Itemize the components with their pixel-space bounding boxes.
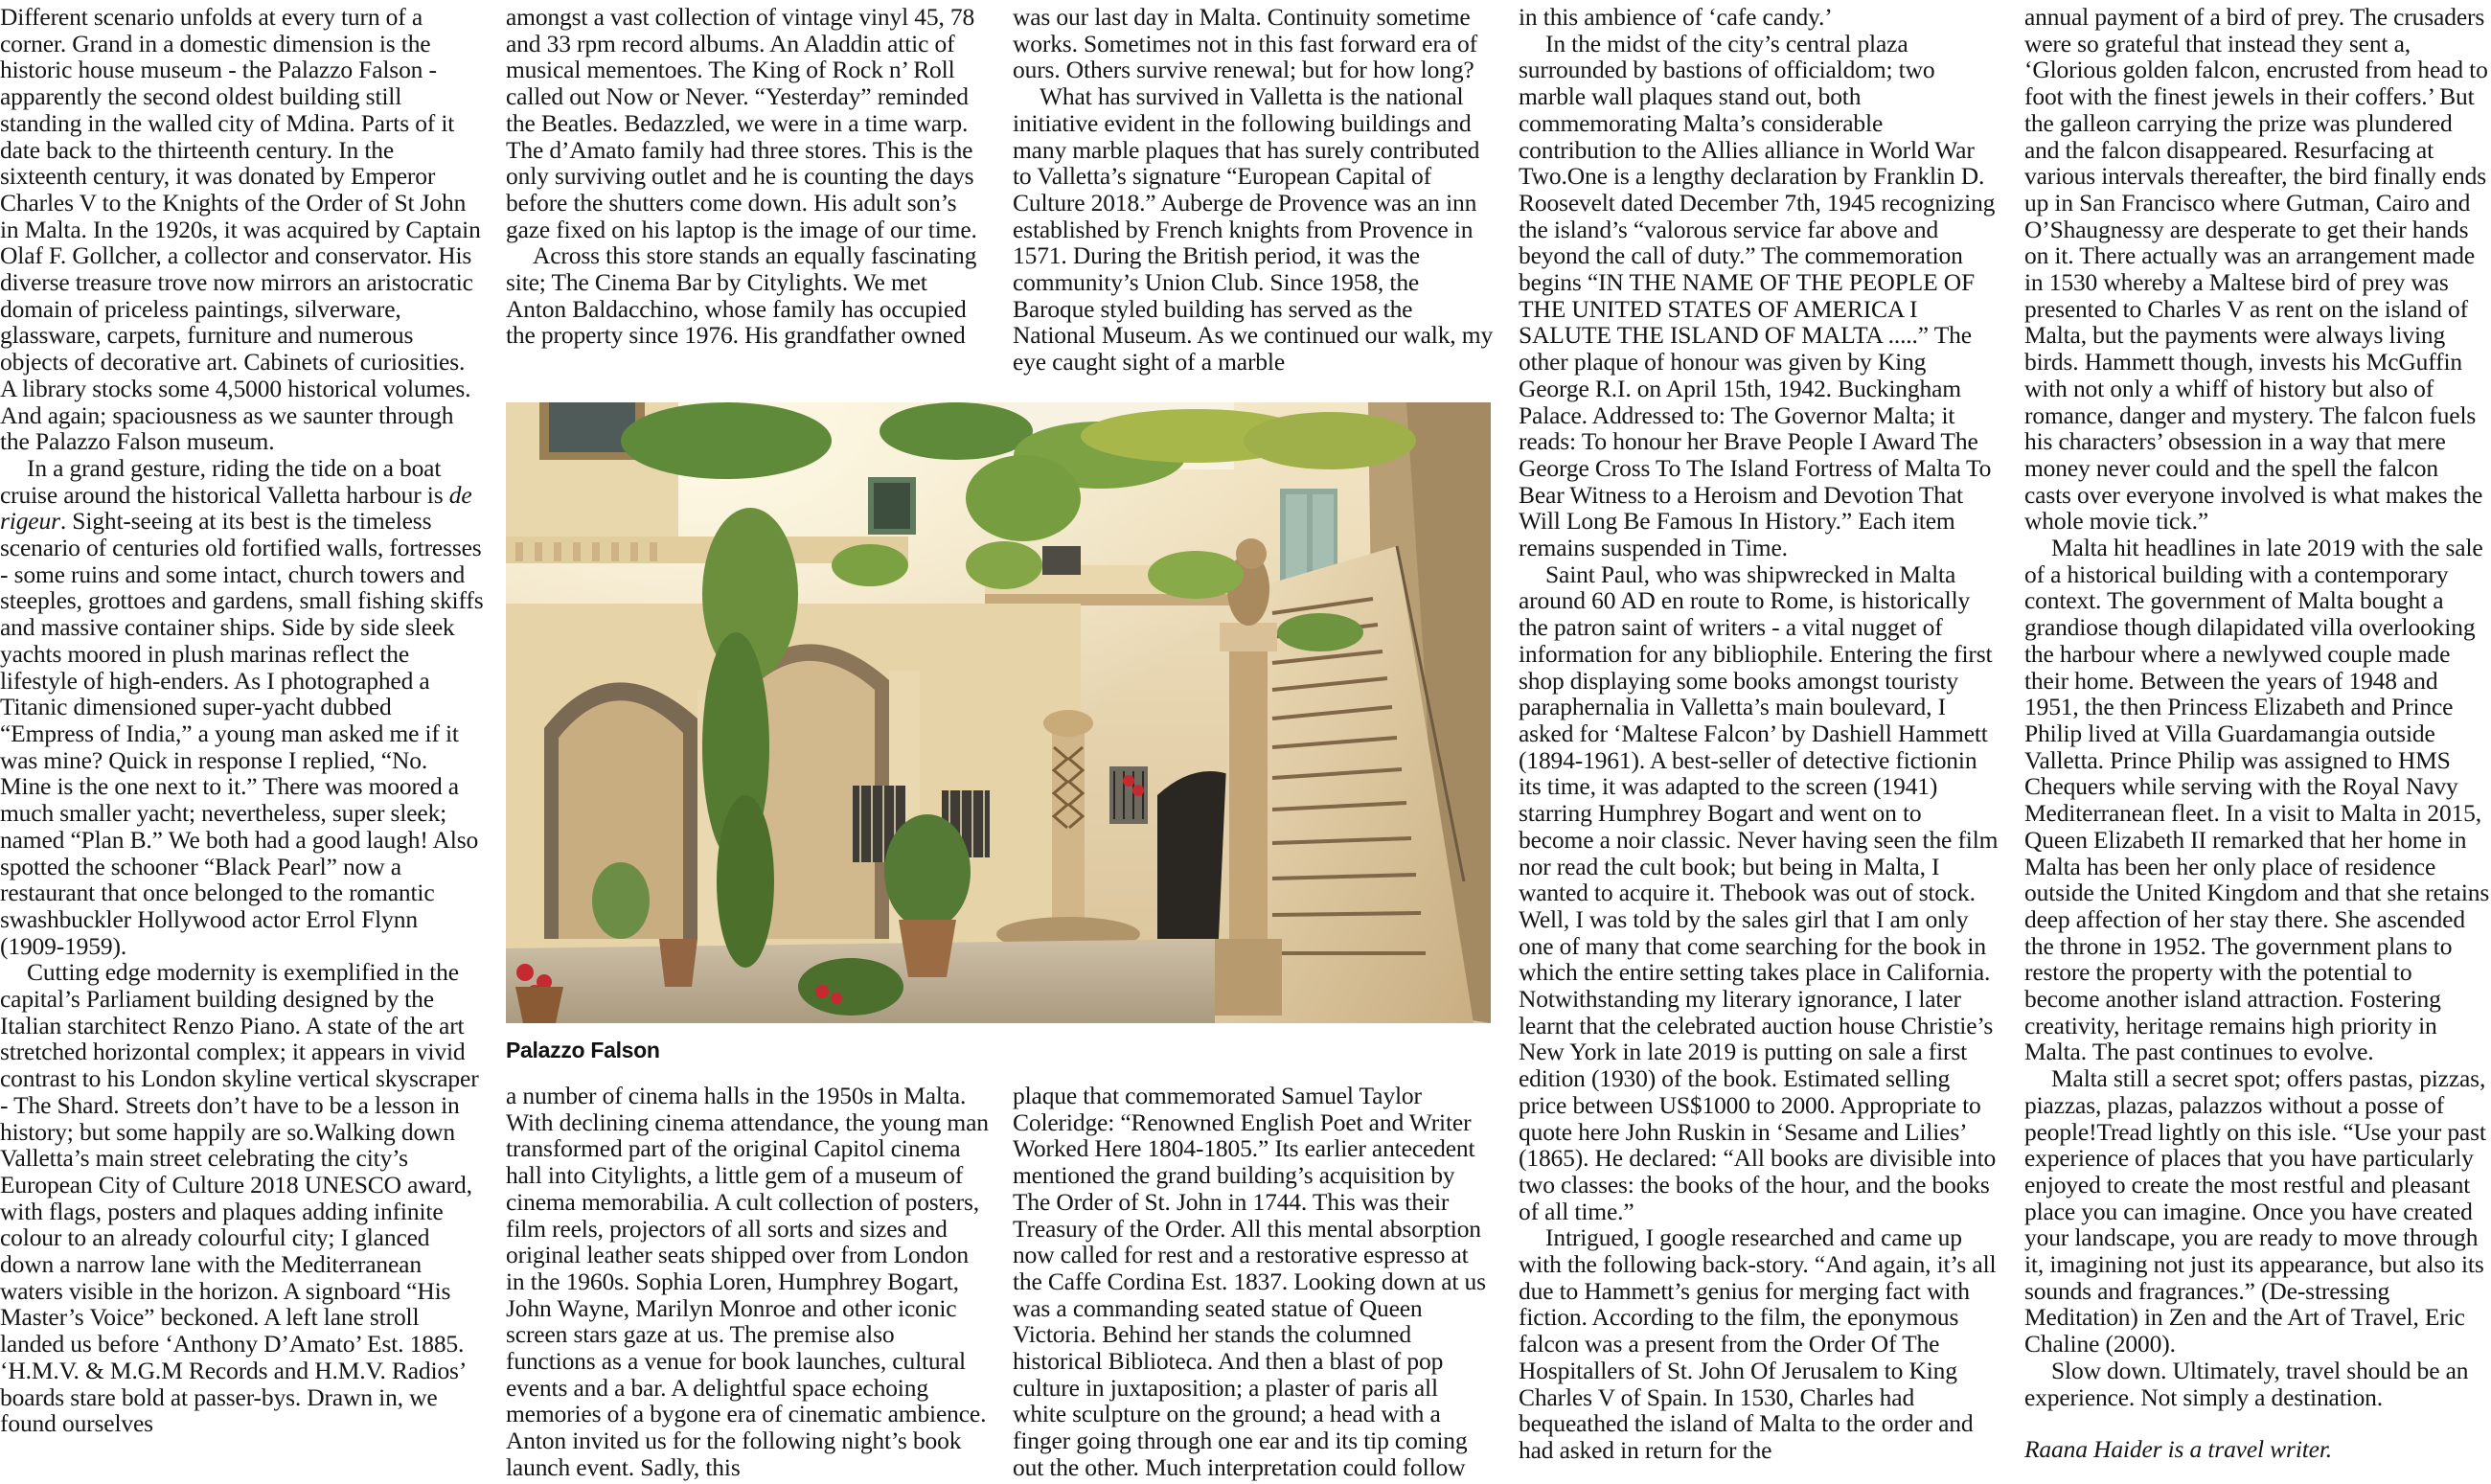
paragraph: Malta hit headlines in late 2019 with the sale of a historical building with a contemporary context. The government of Malta bought a grandiose though dilapidated villa overlooking the harbour where a newlywed couple made their home. Between the years of 1948 and 1951, the then Princess Elizabeth and Prince Philip lived at Villa Guardamangia outside Valletta. Prince Philip was assigned to HMS Chequers while serving with the Royal Navy Mediterranean fleet. In a visit to Malta in 2015, Queen Elizabeth II remarked that her home in Malta has been her only place of residence outside the United Kingdom and that she retains deep affection of her stay there. She ascended the throne in 1952. The government plans to restore the property with the potential to become another island attraction. Fostering creativity, heritage remains high priority in Malta. The past continues to evolve. [2024, 534, 2490, 1066]
paragraph: in this ambience of ‘cafe candy.’ [1519, 4, 1833, 31]
photo-caption: Palazzo Falson [506, 1038, 660, 1062]
paragraph: annual payment of a bird of prey. The crusaders were so grateful that instead they sent a, ‘Glorious golden falcon, encrusted from head to foot with the finest jewels in their coffers.’ But the galleon carrying the prize was plundered and the falcon disappeared. Resurfacing at various intervals thereafter, the bird finally ends up in San Francisco where Gutman, Cairo and O’Shaugnessy are desperate to get their hands on it. There actually was an arrangement made in 1530 whereby a Maltese bird of prey was presented to Charles V as rent on the island of Malta, but the payments were always living birds. Hammett though, invests his McGuffin with not only a whiff of history but also of romance, danger and mystery. The falcon fuels his characters’ obsession in a way that mere money never could and the spell the falcon casts over everyone involved is what makes the whole movie tick.” [2024, 4, 2488, 536]
paragraph: Slow down. Ultimately, travel should be an experience. Not simply a destination. [2024, 1356, 2469, 1411]
courtyard-photo [506, 402, 1491, 1023]
paragraph: was our last day in Malta. Continuity sometime works. Sometimes not in this fast forward era of ours. Others survive renewal; but for how long? [1013, 4, 1477, 84]
paragraph: Malta still a secret spot; offers pastas, pizzas, piazzas, plazas, palazzos without a posse of people!Tread lightly on this isle. “Use your past experience of places that you have particularly enjoyed to create the most restful and pleasant place you can imagine. Once you have created your landscape, you are ready to move through it, imagining not just its appearance, but also its sounds and fragrances.” (De-stressing Meditation) in Zen and the Art of Travel, Eric Chaline (2000). [2024, 1064, 2486, 1358]
article-column-4 [1519, 4, 2002, 1484]
column-segment-bottom [506, 1083, 990, 1481]
column-segment-bottom [1013, 1083, 1497, 1481]
paragraph: Cutting edge modernity is exemplified in the capital’s Parliament building designed by the Italian starchitect Renzo Piano. A state of the art stretched horizontal complex; it appears in vivid contrast to his London skyline vertical skyscraper - The Shard. Streets don’t have to be a lesson in history; but some happily are so.Walking down Valletta’s main street celebrating the city’s European City of Culture 2018 UNESCO award, with flags, posters and plaques adding infinite colour to an already colourful city; I glanced down a narrow lane with the Mediterranean waters visible in the horizon. A signboard “His Master’s Voice” beckoned. A left lane stroll landed us before ‘Anthony D’Amato’ Est. 1885. ‘H.M.V. & M.G.M Records and H.M.V. Radios’ boards stare bold at passer-bys. Drawn in, we found ourselves [0, 958, 479, 1438]
author-byline: Raana Haider is a travel writer. [2024, 1435, 2333, 1464]
paragraph: a number of cinema halls in the 1950s in Malta. With declining cinema attendance, the young man transformed part of the original Capitol cinema hall into Citylights, a little gem of a museum of cinema memorabilia. A cult collection of posters, film reels, projectors of all sorts and sizes and original leather seats shipped over from London in the 1960s. Sophia Loren, Humphrey Bogart, John Wayne, Marilyn Monroe and other iconic screen stars gaze at us. The premise also functions as a venue for book launches, cultural events and a bar. A delightful space echoing memories of a bygone era of cinematic ambience. Anton invited us for the following night’s book launch event. Sadly, this [506, 1082, 989, 1481]
paragraph: Across this store stands an equally fascinating site; The Cinema Bar by Citylights. We met Anton Baldacchino, whose family has occupied the property since 1976. His grandfather owned [506, 241, 977, 350]
paragraph: In a grand gesture, riding the tide on a boat cruise around the historical Valletta harbour is de rigeur. Sight-seeing at its best is the timeless scenario of centuries old fortified walls, fortresses - some ruins and some intact, church towers and steeples, grottoes and gardens, small fishing skiffs and massive container ships. Side by side sleek yachts moored in plush marinas reflect the lifestyle of high-enders. As I photographed a Titanic dimensioned super-yacht dubbed “Empress of India,” a young man asked me if it was mine? Quick in response I replied, “No. Mine is the one next to it.” There was moored a much smaller yacht; nevertheless, super sleek; named “Plan B.” We both had a good laugh! Also spotted the schooner “Black Pearl” now a restaurant that once belonged to the romantic swashbuckler Hollywood actor Errol Flynn (1909-1959). [0, 453, 484, 960]
paragraph: What has survived in Valletta is the national initiative evident in the following buildings and many marble plaques that has surely contributed to Valletta’s signature “European Capital of Culture 2018.” Auberge de Provence was an inn established by French knights from Provence in 1571. During the British period, it was the community’s Union Club. Since 1958, the Baroque styled building has served as the National Museum. As we continued our walk, my eye caught sight of a marble [1013, 82, 1494, 377]
article-column-5 [2024, 4, 2491, 1484]
paragraph: plaque that commemorated Samuel Taylor Coleridge: “Renowned English Poet and Writer Worked Here 1804-1805.” Its earlier antecedent mentioned the grand building’s acquisition by The Order of St. John in 1744. This was their Treasury of the Order. All this mental absorption now called for rest and a restorative espresso at the Caffe Cordina Est. 1837. Looking down at us was a commanding seated statue of Queen Victoria. Behind her stands the columned historical Biblioteca. And then a blast of pop culture in juxtaposition; a plaster of paris all white sculpture on the ground; a head with a finger going through one ear and its tip coming out the other. Much interpretation could follow [1013, 1082, 1486, 1481]
paragraph: Saint Paul, who was shipwrecked in Malta around 60 AD en route to Rome, is historically the patron saint of writers - a vital nugget of information for any bibliophile. Entering the first shop displaying some books amongst touristy paraphernalia in Valletta’s main boulevard, I asked for ‘Maltese Falcon’ by Dashiell Hammett (1894-1961). A best-seller of detective fictionin its time, it was adapted to the screen (1941) starring Humphrey Bogart and went on to become a noir classic. Never having seen the film nor read the cult book; but being in Malta, I wanted to acquire it. Thebook was out of stock. Well, I was told by the sales girl that I am only one of many that come searching for the book in which the entire setting takes place in California. Notwithstanding my literary ignorance, I later learnt that the celebrated auction house Christie’s New York in late 2019 is putting on sale a first edition (1930) of the book. Estimated selling price between US$1000 to 2000. Appropriate to quote here John Ruskin in ‘Sesame and Lilies’ (1865). He declared: “All books are divisible into two classes: the books of the hour, and the books of all time.” [1519, 559, 1999, 1225]
italic-phrase: de rigeur [0, 480, 472, 536]
paragraph: amongst a vast collection of vintage vinyl 45, 78 and 33 rpm record albums. An Aladdin attic of musical mementoes. The King of Rock n’ Roll called out Now or Never. “Yesterday” reminded the Beatles. Bedazzled, we were in a time warp. The d’Amato family had three stores. This is the only surviving outlet and he is counting the days before the shutters come down. His adult son’s gaze fixed on his laptop is the image of our time. [506, 4, 977, 243]
column-segment-top [1013, 4, 1497, 376]
paragraph: In the midst of the city’s central plaza surrounded by bastions of officialdom; two marble wall plaques stand out, both commemorating Malta’s considerable contribution to the Allies alliance in World War Two.One is a lengthy declaration by Franklin D. Roosevelt dated December 7th, 1945 recognizing the island’s “valorous service far above and beyond the call of duty.” The commemoration begins “IN THE NAME OF THE PEOPLE OF THE UNITED STATES OF AMERICA I SALUTE THE ISLAND OF MALTA .....” The other plaque of honour was given by King George R.I. on April 15th, 1942. Buckingham Palace. Addressed to: The Governor Malta; it reads: To honour her Brave People I Award The George Cross To The Island Fortress of Malta To Bear Witness to a Heroism and Devotion That Will Long Be Famous In History.” Each item remains suspended in Time. [1519, 29, 1996, 562]
article-column-1 [0, 4, 484, 1484]
courtyard-illustration [506, 402, 1491, 1023]
column-segment-top [506, 4, 990, 349]
paragraph: Intrigued, I google researched and came up with the following back-story. “And again, it’s all due to Hammett’s genius for merging fact with fiction. According to the film, the eponymous falcon was a present from the Order Of The Hospitallers of St. John Of Jerusalem to King Charles V of Spain. In 1530, Charles had bequeathed the island of Malta to the order and had asked in return for the [1519, 1223, 1997, 1464]
paragraph: Different scenario unfolds at every turn of a corner. Grand in a domestic dimension is the historic house museum - the Palazzo Falson - apparently the second oldest building still standing in the walled city of Mdina. Parts of it date back to the thirteenth century. In the sixteenth century, it was donated by Emperor Charles V to the Knights of the Order of St John in Malta. In the 1920s, it was acquired by Captain Olaf F. Gollcher, a collector and conservator. His diverse treasure trove now mirrors an aristocratic domain of priceless paintings, silverware, glassware, carpets, furniture and numerous objects of decorative art. Cabinets of curiosities. A library stocks some 4,5000 historical volumes. And again; spaciousness as we saunter through the Palazzo Falson museum. [0, 4, 481, 456]
